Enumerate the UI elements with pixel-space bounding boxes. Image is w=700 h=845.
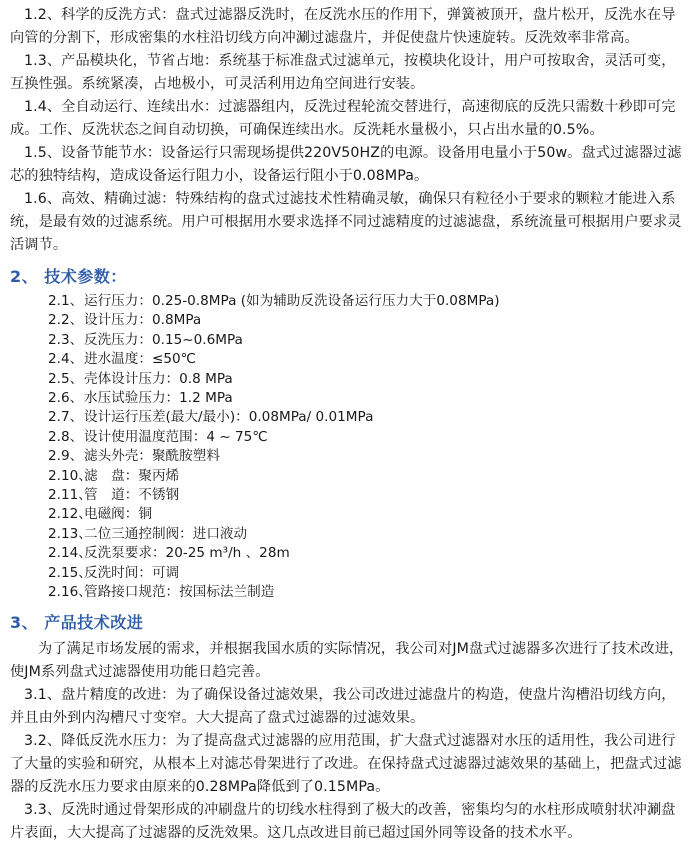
param-item: 2.1、运行压力：0.25-0.8MPa (如为辅助反洗设备运行压力大于0.08MPa) xyxy=(48,293,500,309)
paragraph-3-2: 3.2、降低反洗水压力：为了提高盘式过滤器的应用范围，扩大盘式过滤器对水压的适用性，我公司进行了大量的实验和研究，从根本上对滤芯骨架进行了改进。在保持盘式过滤器过滤效果的基础上，把盘式过滤器的反洗水压力要求由原来的0.28MPa降低到了0.15MPa。 xyxy=(10,732,682,795)
param-item: 2.5、壳体设计压力：0.8 MPa xyxy=(48,370,233,387)
param-item: 2.16、管路接口规范：按国标法兰制造 xyxy=(48,584,275,601)
param-item: 2.12、电磁阀：铜 xyxy=(48,506,152,523)
param-item: 2.6、水压试验压力：1.2 MPa xyxy=(48,390,233,407)
param-item: 2.13、二位三通控制阀：进口液动 xyxy=(48,525,248,542)
section3-title: 3、 产品技术改进 xyxy=(10,612,144,632)
paragraph-1-2 xyxy=(10,4,686,50)
param-item: 2.11、管 道：不锈钢 xyxy=(48,487,180,504)
paragraph-3-intro: 为了满足市场发展的需求，并根据我国水质的实际情况，我公司对JM盘式过滤器多次进行了技术改进，使JM系列盘式过滤器使用功能日趋完善。 xyxy=(10,640,684,680)
section2-title: 2、 技术参数： xyxy=(10,267,127,286)
paragraph-1-6 xyxy=(10,188,686,257)
param-item: 2.14、反洗泵要求：20-25 m³/h 、28m xyxy=(48,545,290,562)
paragraph-3-1: 3.1、盘片精度的改进：为了确保设备过滤效果，我公司改进过滤盘片的构造，使盘片沟槽沿切线方向，并且由外到内沟槽尺寸变窄。大大提高了盘式过滤器的过滤效果。 xyxy=(10,686,676,726)
param-item: 2.15、反洗时间：可调 xyxy=(48,564,180,581)
param-item: 2.10、滤 盘：聚丙烯 xyxy=(48,467,180,484)
paragraph-1-5-text: 1.5、设备节能节水：设备运行只需现场提供220V50HZ的电源。设备用电量小于50w。盘式过滤器过滤芯的独特结构，造成设备运行阻力小，设备运行阻小于0.08MPa。 xyxy=(10,145,682,184)
param-item: 2.2、设计压力：0.8MPa xyxy=(48,312,202,329)
param-item: 2.3、反洗压力：0.15~0.6MPa xyxy=(48,331,243,348)
section3-improvements xyxy=(4,638,686,845)
paragraph-1-3 xyxy=(10,50,686,96)
paragraph-1-4-text: 1.4、全自动运行、连续出水：过滤器组内，反洗过程轮流交替进行，高速彻底的反洗只需数十秒即可完成。工作、反洗状态之间自动切换，可确保连续出水。反洗耗水量极小，只占出水量的0.5%。 xyxy=(10,99,676,138)
paragraph-1-6-text: 1.6、高效、精确过滤：特殊结构的盘式过滤技术性精确灵敏，确保只有粒径小于要求的颗粒才能进入系统，是最有效的过滤系统。用户可根据用水要求选择不同过滤精度的过滤滤盘，系统流量可根据用户要求灵活调节。 xyxy=(10,191,682,253)
tech-params-list xyxy=(4,292,686,603)
paragraph-1-2-text: 1.2、科学的反洗方式：盘式过滤器反洗时，在反洗水压的作用下，弹簧被顶开，盘片松开，反洗水在导向管的分割下，形成密集的水柱沿切线方向冲涮过滤盘片，并促使盘片快速旋转。反洗效率非常高。 xyxy=(10,7,676,46)
paragraph-1-3-text: 1.3、产品模块化，节省占地：系统基于标准盘式过滤单元，按模块化设计，用户可按取舍，灵活可变，互换性强。系统紧凑，占地极小，可灵活利用边角空间进行安装。 xyxy=(10,53,676,92)
section1-features xyxy=(4,4,686,257)
paragraph-3-3: 3.3、反洗时通过骨架形成的冲刷盘片的切线水柱得到了极大的改善，密集均匀的水柱形成喷射状冲涮盘片表面，大大提高了过滤器的反洗效果。这几点改进目前已超过国外同等设备的技术水平。 xyxy=(10,801,676,841)
param-item: 2.7、设计运行压差(最大/最小)：0.08MPa/ 0.01MPa xyxy=(48,409,374,426)
paragraph-1-5 xyxy=(10,142,686,188)
param-item: 2.8、设计使用温度范围：4 ~ 75℃ xyxy=(48,428,268,445)
paragraph-1-4 xyxy=(10,96,686,142)
param-item: 2.9、滤头外壳：聚酰胺塑料 xyxy=(48,448,220,465)
param-item: 2.4、进水温度：≤50℃ xyxy=(48,351,196,368)
